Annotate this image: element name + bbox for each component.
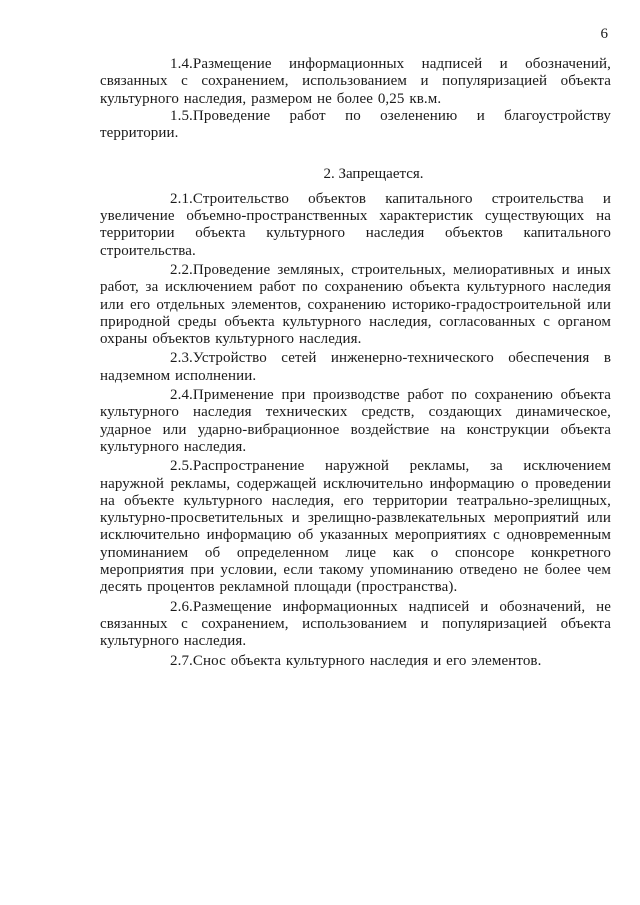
item-2-6 (100, 599, 611, 651)
item-2-7 (100, 653, 611, 670)
item-1-4 (100, 56, 611, 108)
item-number: 1.4. (170, 56, 193, 72)
item-number: 2.6. (170, 598, 193, 615)
item-number: 2.4. (170, 387, 193, 404)
item-text: Строительство объектов капитального строительства и увеличение объемно-пространственных характеристик существующих на территории объекта культурного наследия объектов капитального строительства. (100, 190, 611, 259)
item-number: 1.5. (170, 107, 193, 124)
item-text: Проведение земляных, строительных, мелиоративных и иных работ, за исключением работ по сохранению объекта культурного наследия или его отдельных элементов, сохранению историко-градостроительной или природной среды объекта культурного наследия, согласованных с органом охраны объектов культурного наследия. (100, 261, 611, 348)
item-text: Проведение работ по озеленению и благоустройству территории. (100, 107, 611, 142)
document-body (100, 56, 611, 670)
item-2-5 (100, 458, 611, 596)
item-text: Размещение информационных надписей и обозначений, связанных с сохранением, использованием и популяризацией объекта культурного наследия, размером не более 0,25 кв.м. (100, 56, 611, 107)
item-2-3 (100, 350, 611, 385)
section-2-heading: 2. Запрещается. (323, 166, 424, 183)
item-text: Устройство сетей инженерно-технического обеспечения в надземном исполнении. (100, 350, 611, 384)
item-number: 2.2. (170, 261, 193, 278)
item-1-5 (100, 108, 611, 143)
page-number: 6 (600, 26, 608, 42)
item-2-1 (100, 191, 611, 260)
item-2-2 (100, 262, 611, 348)
item-number: 2.1. (170, 190, 193, 207)
item-text: Применение при производстве работ по сохранению объекта культурного наследия технических средств, создающих динамическое, ударное или ударно-вибрационное воздействие на конструкции объекта культурного наследия. (100, 387, 611, 455)
item-text: Распространение наружной рекламы, за исключением наружной рекламы, содержащей исключительно информацию о проведении на объекте культурного наследия, его территории театрально-зрелищных, культурно-просветительных и зрелищно-развлекательных мероприятий или исключительно информацию об указанных мероприятиях с одновременным упоминанием об определенном лице как о спонсоре конкретного мероприятия при условии, если такому упоминанию отведено не более чем десять процентов рекламной площади (пространства). (100, 458, 611, 596)
item-number: 2.3. (170, 350, 193, 367)
item-number: 2.7. (170, 652, 193, 669)
item-2-4 (100, 387, 611, 456)
item-number: 2.5. (170, 458, 193, 475)
item-text: Размещение информационных надписей и обозначений, не связанных с сохранением, использованием и популяризацией объекта культурного наследия. (100, 598, 611, 650)
item-text: Снос объекта культурного наследия и его элементов. (192, 652, 542, 669)
